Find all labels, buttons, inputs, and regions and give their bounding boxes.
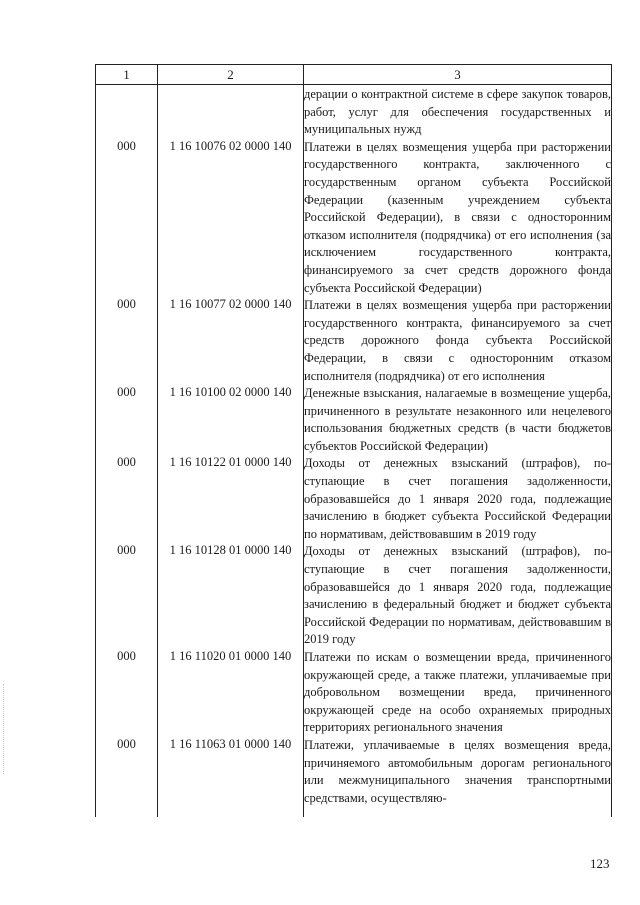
- description-cell: дерации о контрактной системе в сфере закупок товаров, работ, услуг для обеспечения государственных и муниципальных нужд: [304, 85, 612, 139]
- kbk-cell: 1 16 10077 02 0000 140: [158, 297, 304, 385]
- header-col-2: 2: [158, 65, 304, 85]
- kbk-cell: 1 16 10076 02 0000 140: [158, 139, 304, 297]
- kbk-cell: 1 16 10128 01 0000 140: [158, 543, 304, 649]
- table-row: [96, 385, 612, 455]
- table-row-continuation: [96, 85, 612, 139]
- description-cell: Платежи по искам о возмещении вреда, причиненного окружающей среде, а также платежи, уплачиваемые при добровольном возмещении вреда, причиненного окружающей среде на особо охраняемых природных территориях регионального значения: [304, 649, 612, 737]
- table-row: [96, 649, 612, 737]
- header-row: [96, 65, 612, 85]
- code-cell: 000: [96, 139, 158, 297]
- kbk-cell: 1 16 11063 01 0000 140: [158, 737, 304, 807]
- description-cell: Доходы от денежных взысканий (штрафов), поступающие в счет погашения задолженности, образовавшейся до 1 января 2020 года, подлежащие зачислению в федеральный бюджет и бюджет субъекта Российской Федерации по нормативам, действовавшим в 2019 году: [304, 543, 612, 649]
- description-cell: Доходы от денежных взысканий (штрафов), поступающие в счет погашения задолженности, образовавшейся до 1 января 2020 года, подлежащие зачислению в бюджет субъекта Российской Федерации по нормативам, действовавшим в 2019 году: [304, 455, 612, 543]
- description-cell: Платежи, уплачиваемые в целях возмещения вреда, причиняемого автомобильным дорогам регионального или межмуниципального значения транспортными средствами, осуществляю-: [304, 737, 612, 807]
- description-cell: Денежные взыскания, налагаемые в возмещение ущерба, причиненного в результате незаконного или нецелевого использования бюджетных средств (в части бюджетов субъектов Российской Федерации): [304, 385, 612, 455]
- kbk-cell: 1 16 10100 02 0000 140: [158, 385, 304, 455]
- table-row: [96, 139, 612, 297]
- table-row: [96, 297, 612, 385]
- page-number: 123: [590, 856, 610, 871]
- kbk-cell: [158, 85, 304, 139]
- table-row: [96, 455, 612, 543]
- kbk-cell: 1 16 10122 01 0000 140: [158, 455, 304, 543]
- code-cell: 000: [96, 297, 158, 385]
- header-col-1: 1: [96, 65, 158, 85]
- code-cell: [96, 85, 158, 139]
- code-cell: 000: [96, 455, 158, 543]
- kbk-cell: 1 16 11020 01 0000 140: [158, 649, 304, 737]
- code-cell: 000: [96, 737, 158, 807]
- table-tail: [96, 807, 612, 817]
- description-cell: Платежи в целях возмещения ущерба при расторжении государственного контракта, заключенного с государственным органом субъекта Российской Федерации (казенным учреждением субъекта Российской Федерации), в связи с односторонним отказом исполнителя (подрядчика) от его исполнения (за исключением государственного контракта, финансируемого за счет средств дорожного фонда субъекта Российской Федерации): [304, 139, 612, 297]
- header-col-3: 3: [304, 65, 612, 85]
- budget-codes-table: [95, 64, 612, 817]
- description-cell: Платежи в целях возмещения ущерба при расторжении государственного контракта, финансируемого за счет средств дорожного фонда субъекта Российской Федерации, в связи с односторонним отказом исполнителя (подрядчика) от его исполнения: [304, 297, 612, 385]
- scan-margin-dots: [3, 684, 7, 774]
- code-cell: 000: [96, 385, 158, 455]
- code-cell: 000: [96, 649, 158, 737]
- table-row: [96, 543, 612, 649]
- table-row: [96, 737, 612, 807]
- code-cell: 000: [96, 543, 158, 649]
